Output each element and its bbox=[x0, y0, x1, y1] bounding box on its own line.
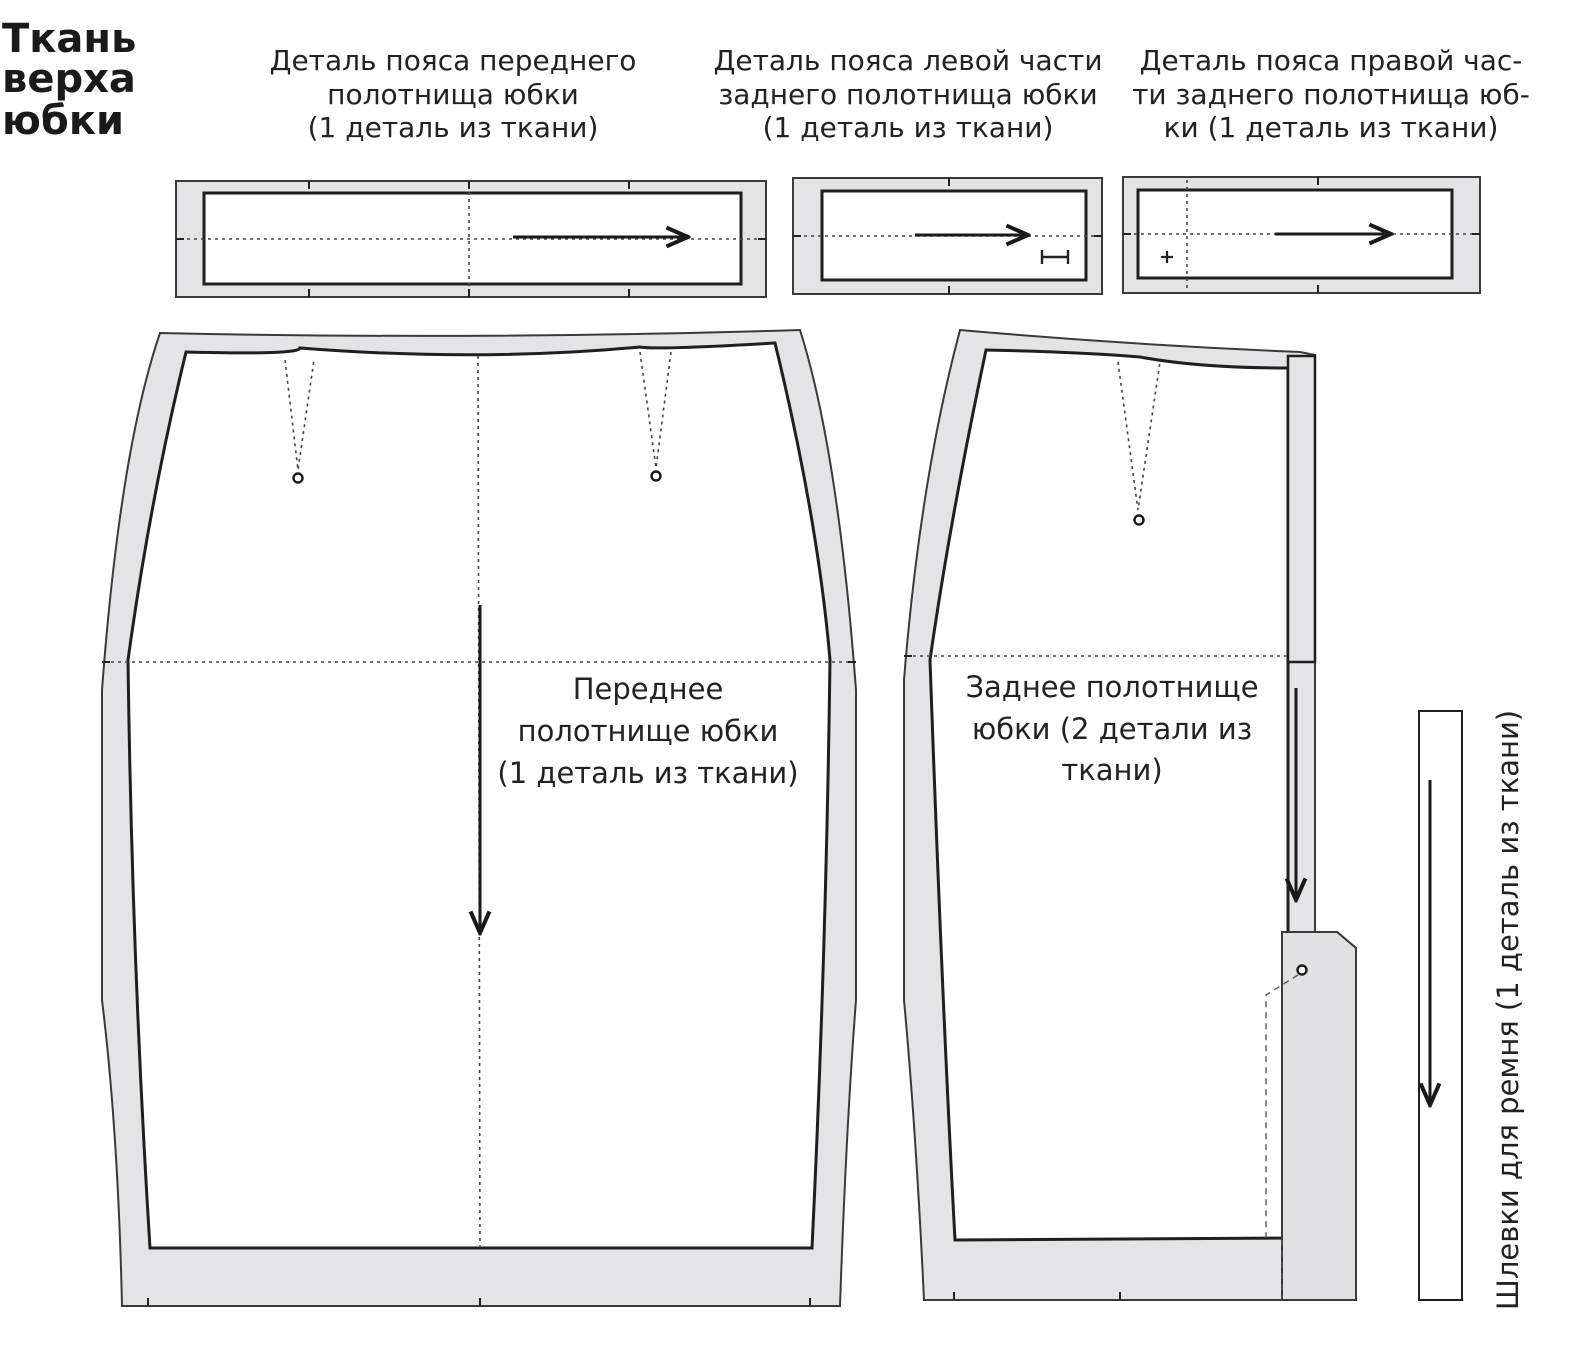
caption-waistband-right-back bbox=[1132, 44, 1530, 144]
front-panel-label-line-1: Переднее bbox=[572, 672, 724, 706]
caption-waistband-front-line-3: (1 деталь из ткани) bbox=[307, 111, 599, 144]
belt-loops-label: Шлевки для ремня (1 деталь из ткани) bbox=[1491, 709, 1525, 1311]
front-skirt-panel bbox=[102, 330, 856, 1306]
dart-point-icon bbox=[1135, 516, 1144, 525]
waistband-right-back-piece bbox=[1123, 177, 1480, 293]
caption-waistband-right-line-3: ки (1 деталь из ткани) bbox=[1163, 111, 1499, 144]
title-line-3: юбки bbox=[2, 98, 124, 144]
caption-waistband-front bbox=[270, 44, 637, 144]
waistband-left-back-piece bbox=[793, 178, 1102, 294]
caption-waistband-right-line-1: Деталь пояса правой час- bbox=[1139, 44, 1523, 77]
back-panel-label-line-2: юбки (2 детали из bbox=[971, 712, 1253, 746]
waistband-front-piece bbox=[176, 181, 766, 297]
caption-waistband-left-line-3: (1 деталь из ткани) bbox=[762, 111, 1054, 144]
section-title bbox=[2, 16, 136, 144]
caption-waistband-left-line-1: Деталь пояса левой части bbox=[713, 44, 1103, 77]
caption-waistband-right-line-2: ти заднего полотнища юб- bbox=[1132, 78, 1530, 111]
dart-point-icon bbox=[294, 474, 303, 483]
title-line-1: Ткань bbox=[2, 16, 137, 62]
slit-point-icon bbox=[1298, 966, 1307, 975]
back-panel-label-line-3: ткани) bbox=[1061, 753, 1163, 787]
dart-point-icon bbox=[652, 472, 661, 481]
back-panel-label-line-1: Заднее полотнище bbox=[965, 670, 1259, 704]
belt-loops-piece bbox=[1419, 710, 1525, 1310]
title-line-2: верха bbox=[2, 56, 136, 102]
back-skirt-panel bbox=[904, 330, 1356, 1300]
front-panel-label-line-3: (1 деталь из ткани) bbox=[497, 756, 799, 790]
caption-waistband-front-line-2: полотнища юбки bbox=[327, 78, 579, 111]
caption-waistband-front-line-1: Деталь пояса переднего bbox=[269, 44, 637, 77]
front-panel-label-line-2: полотнище юбки bbox=[517, 714, 779, 748]
caption-waistband-left-line-2: заднего полотнища юбки bbox=[718, 78, 1098, 111]
caption-waistband-left-back bbox=[713, 44, 1102, 144]
